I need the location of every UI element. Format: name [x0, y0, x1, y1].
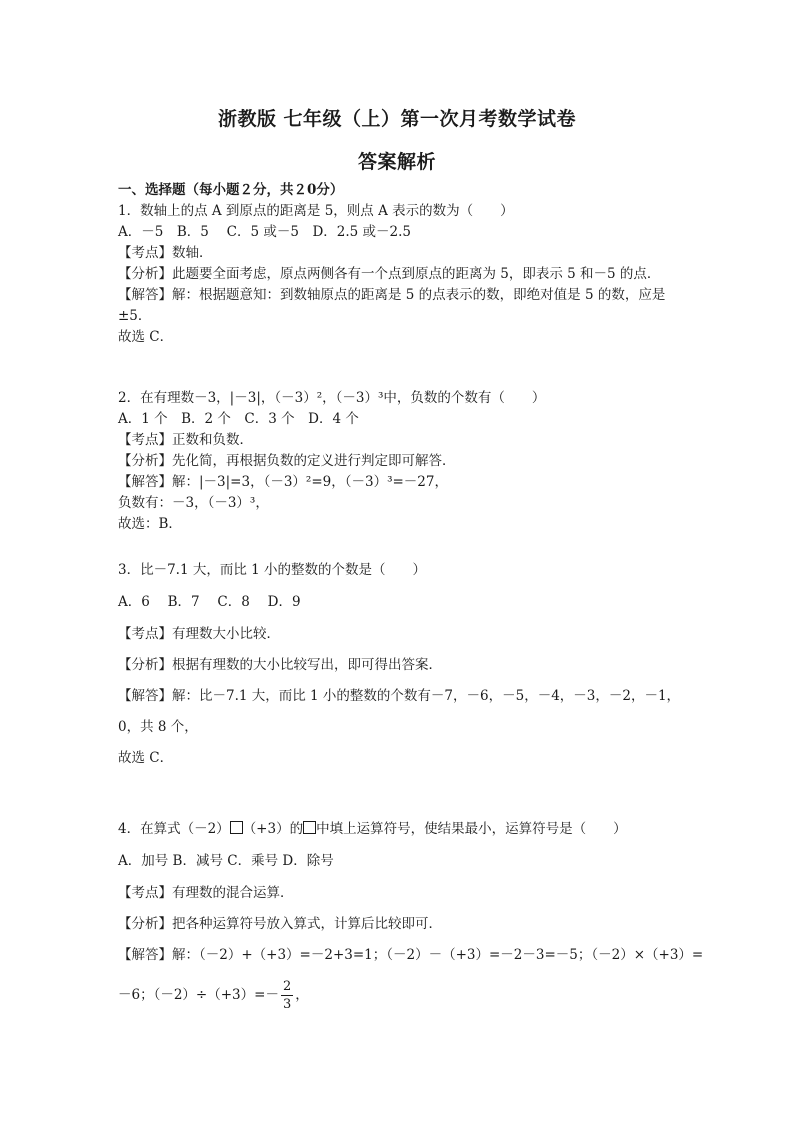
q4-jieda-cont-text: －6；（－2）÷（+3）=－ [118, 987, 279, 1003]
q3-kaodian: 【考点】有理数大小比较． [118, 626, 280, 642]
q4-stem-part-a: 4．在算式（－2） [118, 821, 230, 837]
section-heading: 一、选择题（每小题２分，共２0分） [118, 182, 344, 198]
page-title: 浙教版 七年级（上）第一次月考数学试卷 [217, 108, 577, 130]
q4-kaodian: 【考点】有理数的混合运算． [118, 885, 294, 901]
blank-box-icon [230, 821, 243, 834]
q2-stem: 2．在有理数－3，|－3|，（－3）²，（－3）³中，负数的个数有（ ） [118, 390, 546, 406]
q1-jieda: 【解答】解：根据题意知：到数轴原点的距离是 5 的点表示的数，即绝对值是 5 的数，应是 [118, 287, 666, 303]
q4-fenxi: 【分析】把各种运算符号放入算式，计算后比较即可． [118, 916, 442, 932]
blank-box-icon [303, 821, 316, 834]
q4-options: A．加号 B．减号 C．乘号 D．除号 [118, 853, 334, 869]
fraction [281, 980, 293, 1011]
q4-jieda: 【解答】解：（－2）+（+3）=－2+3=1；（－2）－（+3）=－2－3=－5；（－2）×（+3）= [118, 947, 704, 963]
q2-fenxi: 【分析】先化简，再根据负数的定义进行判定即可解答． [118, 453, 456, 469]
q1-jieda-cont: ±5． [118, 308, 152, 324]
q4-stem [118, 820, 627, 838]
q2-options: A．1 个 B．2 个 C．3 个 D．4 个 [118, 411, 359, 427]
q2-jieda-cont: 负数有：－3，（－3）³， [118, 495, 269, 511]
q1-answer: 故选 C． [118, 329, 174, 345]
q3-stem: 3．比－7.1 大，而比 1 小的整数的个数是（ ） [118, 562, 427, 578]
q3-jieda: 【解答】解：比－7.1 大，而比 1 小的整数的个数有－7，－6，－5，－4，－3，－2，－1， [118, 688, 681, 704]
q2-jieda: 【解答】解：|－3|=3，（－3）²=9，（－3）³=－27， [118, 474, 448, 490]
q1-kaodian: 【考点】数轴． [118, 245, 213, 261]
q4-jieda-cont [118, 978, 309, 1012]
page-subtitle: 答案解析 [357, 151, 436, 173]
q3-options: A．6 B．7 C．8 D．9 [118, 594, 301, 610]
fraction-bar [281, 995, 293, 996]
q3-fenxi: 【分析】根据有理数的大小比较写出，即可得出答案． [118, 657, 442, 673]
q2-answer: 故选：B． [118, 516, 182, 532]
q2-kaodian: 【考点】正数和负数． [118, 432, 253, 448]
q1-options: A．－5 B．5 C．5 或－5 D．2.5 或－2.5 [118, 224, 411, 240]
q4-stem-part-c: 中填上运算符号，使结果最小，运算符号是（ ） [316, 821, 627, 837]
fraction-denominator: 3 [282, 997, 292, 1012]
q1-fenxi: 【分析】此题要全面考虑，原点两侧各有一个点到原点的距离为 5，即表示 5 和－5 的点． [118, 266, 661, 282]
q4-stem-part-b: （+3）的 [242, 821, 304, 837]
q3-jieda-cont: 0，共 8 个， [118, 719, 198, 735]
q3-answer: 故选 C． [118, 750, 174, 766]
q4-jieda-cont-end: ， [295, 987, 309, 1003]
fraction-numerator: 2 [282, 979, 292, 994]
q1-stem: 1．数轴上的点 A 到原点的距离是 5，则点 A 表示的数为（ ） [118, 203, 514, 219]
